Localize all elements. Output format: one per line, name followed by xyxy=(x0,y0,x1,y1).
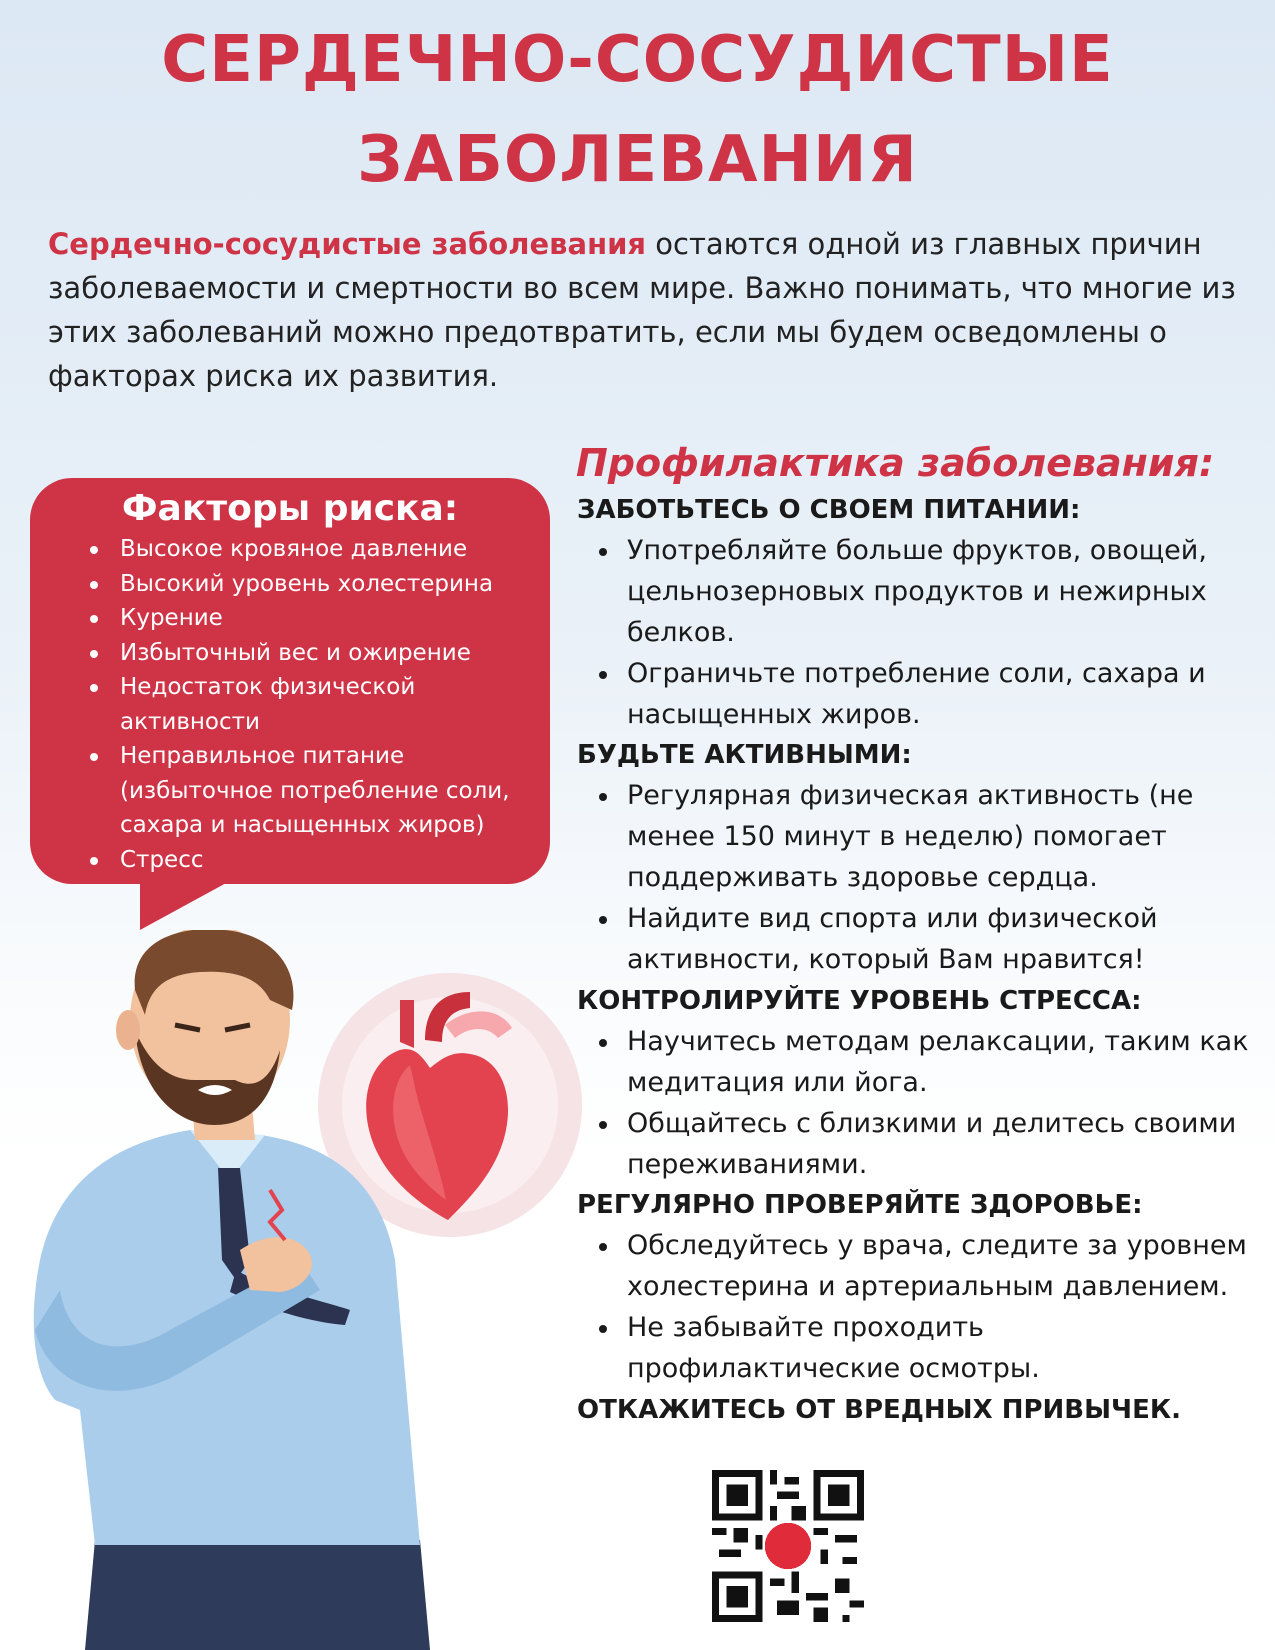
title-line-1: СЕРДЕЧНО-СОСУДИСТЫЕ xyxy=(161,23,1114,97)
prevention-section-list xyxy=(577,776,1257,981)
risk-factor-item: Неправильное питание (избыточное потребление соли, сахара и насыщенных жиров) xyxy=(60,739,540,843)
prevention-tip: Найдите вид спорта или физической активности, который Вам нравится! xyxy=(577,899,1257,981)
prevention-tip: Научитесь методам релаксации, таким как медитация или йога. xyxy=(577,1022,1257,1104)
risk-factors-list xyxy=(60,532,540,877)
ear xyxy=(116,1010,140,1050)
risk-factor-item: Недостаток физической активности xyxy=(60,670,540,739)
prevention-section-heading: РЕГУЛЯРНО ПРОВЕРЯЙТЕ ЗДОРОВЬЕ: xyxy=(577,1190,1143,1221)
intro-paragraph xyxy=(48,222,1238,398)
risk-factor-item: Стресс xyxy=(60,843,540,878)
intro-highlight: Сердечно-сосудистые заболевания xyxy=(48,227,647,261)
risk-factors-title: Факторы риска: xyxy=(121,488,459,529)
prevention-tip: Обследуйтесь у врача, следите за уровнем холестерина и артериальным давлением. xyxy=(577,1226,1257,1308)
risk-factor-item: Курение xyxy=(60,601,540,636)
title-line-2: ЗАБОЛЕВАНИЯ xyxy=(357,123,918,197)
page-title xyxy=(0,10,1275,210)
trousers xyxy=(85,1540,430,1650)
risk-factor-item: Высокое кровяное давление xyxy=(60,532,540,567)
prevention-tip: Употребляйте больше фруктов, овощей, цельнозерновых продуктов и нежирных белков. xyxy=(577,531,1257,654)
intro-text: остаются одной из главных причин заболеваемости и смертности во всем мире. Важно понимать, что многие из этих заболеваний можно предотвратить, если мы будем осведомлены о факторах риска их развития. xyxy=(48,227,1236,393)
prevention-section-heading: БУДЬТЕ АКТИВНЫМИ: xyxy=(577,740,912,771)
prevention-section-heading: КОНТРОЛИРУЙТЕ УРОВЕНЬ СТРЕССА: xyxy=(577,985,1142,1016)
prevention-tip: Ограничьте потребление соли, сахара и насыщенных жиров. xyxy=(577,654,1257,736)
prevention-section-list xyxy=(577,1226,1257,1390)
prevention-section-heading: ОТКАЖИТЕСЬ ОТ ВРЕДНЫХ ПРИВЫЧЕК. xyxy=(577,1394,1181,1425)
risk-factor-item: Избыточный вес и ожирение xyxy=(60,636,540,671)
qr-code xyxy=(712,1470,864,1622)
prevention-tip: Не забывайте проходить профилактические осмотры. xyxy=(577,1308,1257,1390)
prevention-section-heading: ЗАБОТЬТЕСЬ О СВОЕМ ПИТАНИИ: xyxy=(577,495,1081,525)
prevention-section-list xyxy=(577,1022,1257,1186)
prevention-section-list xyxy=(577,531,1257,736)
prevention-content xyxy=(577,490,1257,1431)
prevention-title: Профилактика заболевания: xyxy=(576,441,1215,485)
risk-factor-item: Высокий уровень холестерина xyxy=(60,567,540,602)
prevention-tip: Общайтесь с близкими и делитесь своими переживаниями. xyxy=(577,1104,1257,1186)
prevention-tip: Регулярная физическая активность (не менее 150 минут в неделю) помогает поддерживать здоровье сердца. xyxy=(577,776,1257,899)
man-clutching-chest-illustration xyxy=(0,930,600,1650)
